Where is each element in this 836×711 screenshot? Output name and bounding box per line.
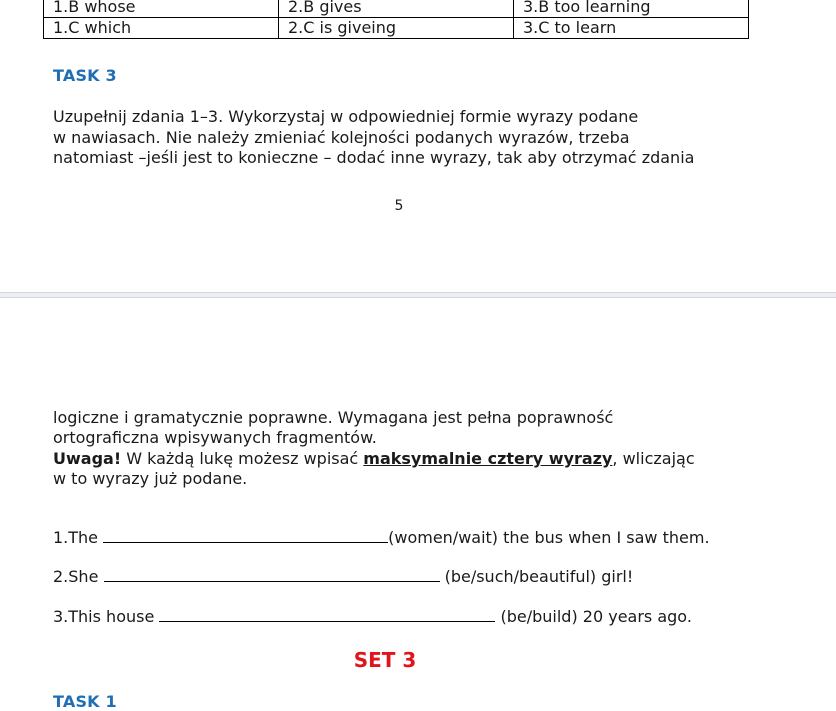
table-cell: 2.C is giveing	[279, 18, 514, 39]
answer-gap[interactable]	[104, 567, 440, 582]
note-label: Uwaga!	[53, 449, 122, 468]
note-line: w to wyrazy już podane.	[53, 469, 248, 488]
table-row	[44, 0, 749, 18]
sentence-prefix: 2.She	[53, 567, 104, 586]
instruction-line: w nawiasach. Nie należy zmieniać kolejności podanych wyrazów, trzeba	[53, 128, 630, 147]
instruction-line: natomiast –jeśli jest to konieczne – dodać inne wyrazy, tak aby otrzymać zdania	[53, 148, 695, 167]
task-1-heading: TASK 1	[53, 692, 117, 711]
answer-options-table	[43, 0, 749, 39]
document-page-6	[0, 298, 836, 711]
answer-gap[interactable]	[159, 607, 495, 622]
document-page-5	[0, 0, 836, 292]
exercise-sentence-3	[53, 607, 692, 627]
sentence-prefix: 1.The	[53, 528, 104, 547]
set-heading: SET 3	[353, 648, 417, 672]
table-cell: 2.B gives	[279, 0, 514, 18]
table-row	[44, 18, 749, 39]
table-cell: 1.B whose	[44, 0, 279, 18]
task-3-heading: TASK 3	[53, 66, 117, 85]
note-text: W każdą lukę możesz wpisać	[121, 449, 364, 468]
sentence-suffix: (women/wait) the bus when I saw them.	[388, 528, 710, 547]
note-text: , wliczając	[612, 449, 695, 468]
sentence-suffix: (be/such/beautiful) girl!	[439, 567, 634, 586]
page-number: 5	[394, 198, 404, 214]
instruction-line: Uzupełnij zdania 1–3. Wykorzystaj w odpowiedniej formie wyrazy podane	[53, 107, 639, 126]
sentence-prefix: 3.This house	[53, 607, 160, 626]
answer-gap[interactable]	[103, 528, 388, 543]
exercise-sentence-2	[53, 567, 633, 587]
sentence-suffix: (be/build) 20 years ago.	[495, 607, 692, 626]
instruction-line: ortograficzna wpisywanych fragmentów.	[53, 428, 377, 447]
note-emphasis: maksymalnie cztery wyrazy	[363, 449, 613, 468]
table-cell: 3.B too learning	[514, 0, 749, 18]
table-cell: 3.C to learn	[514, 18, 749, 39]
note-line	[53, 449, 695, 469]
instruction-line: logiczne i gramatycznie poprawne. Wymagana jest pełna poprawność	[53, 408, 614, 427]
exercise-sentence-1	[53, 528, 710, 548]
table-cell: 1.C which	[44, 18, 279, 39]
